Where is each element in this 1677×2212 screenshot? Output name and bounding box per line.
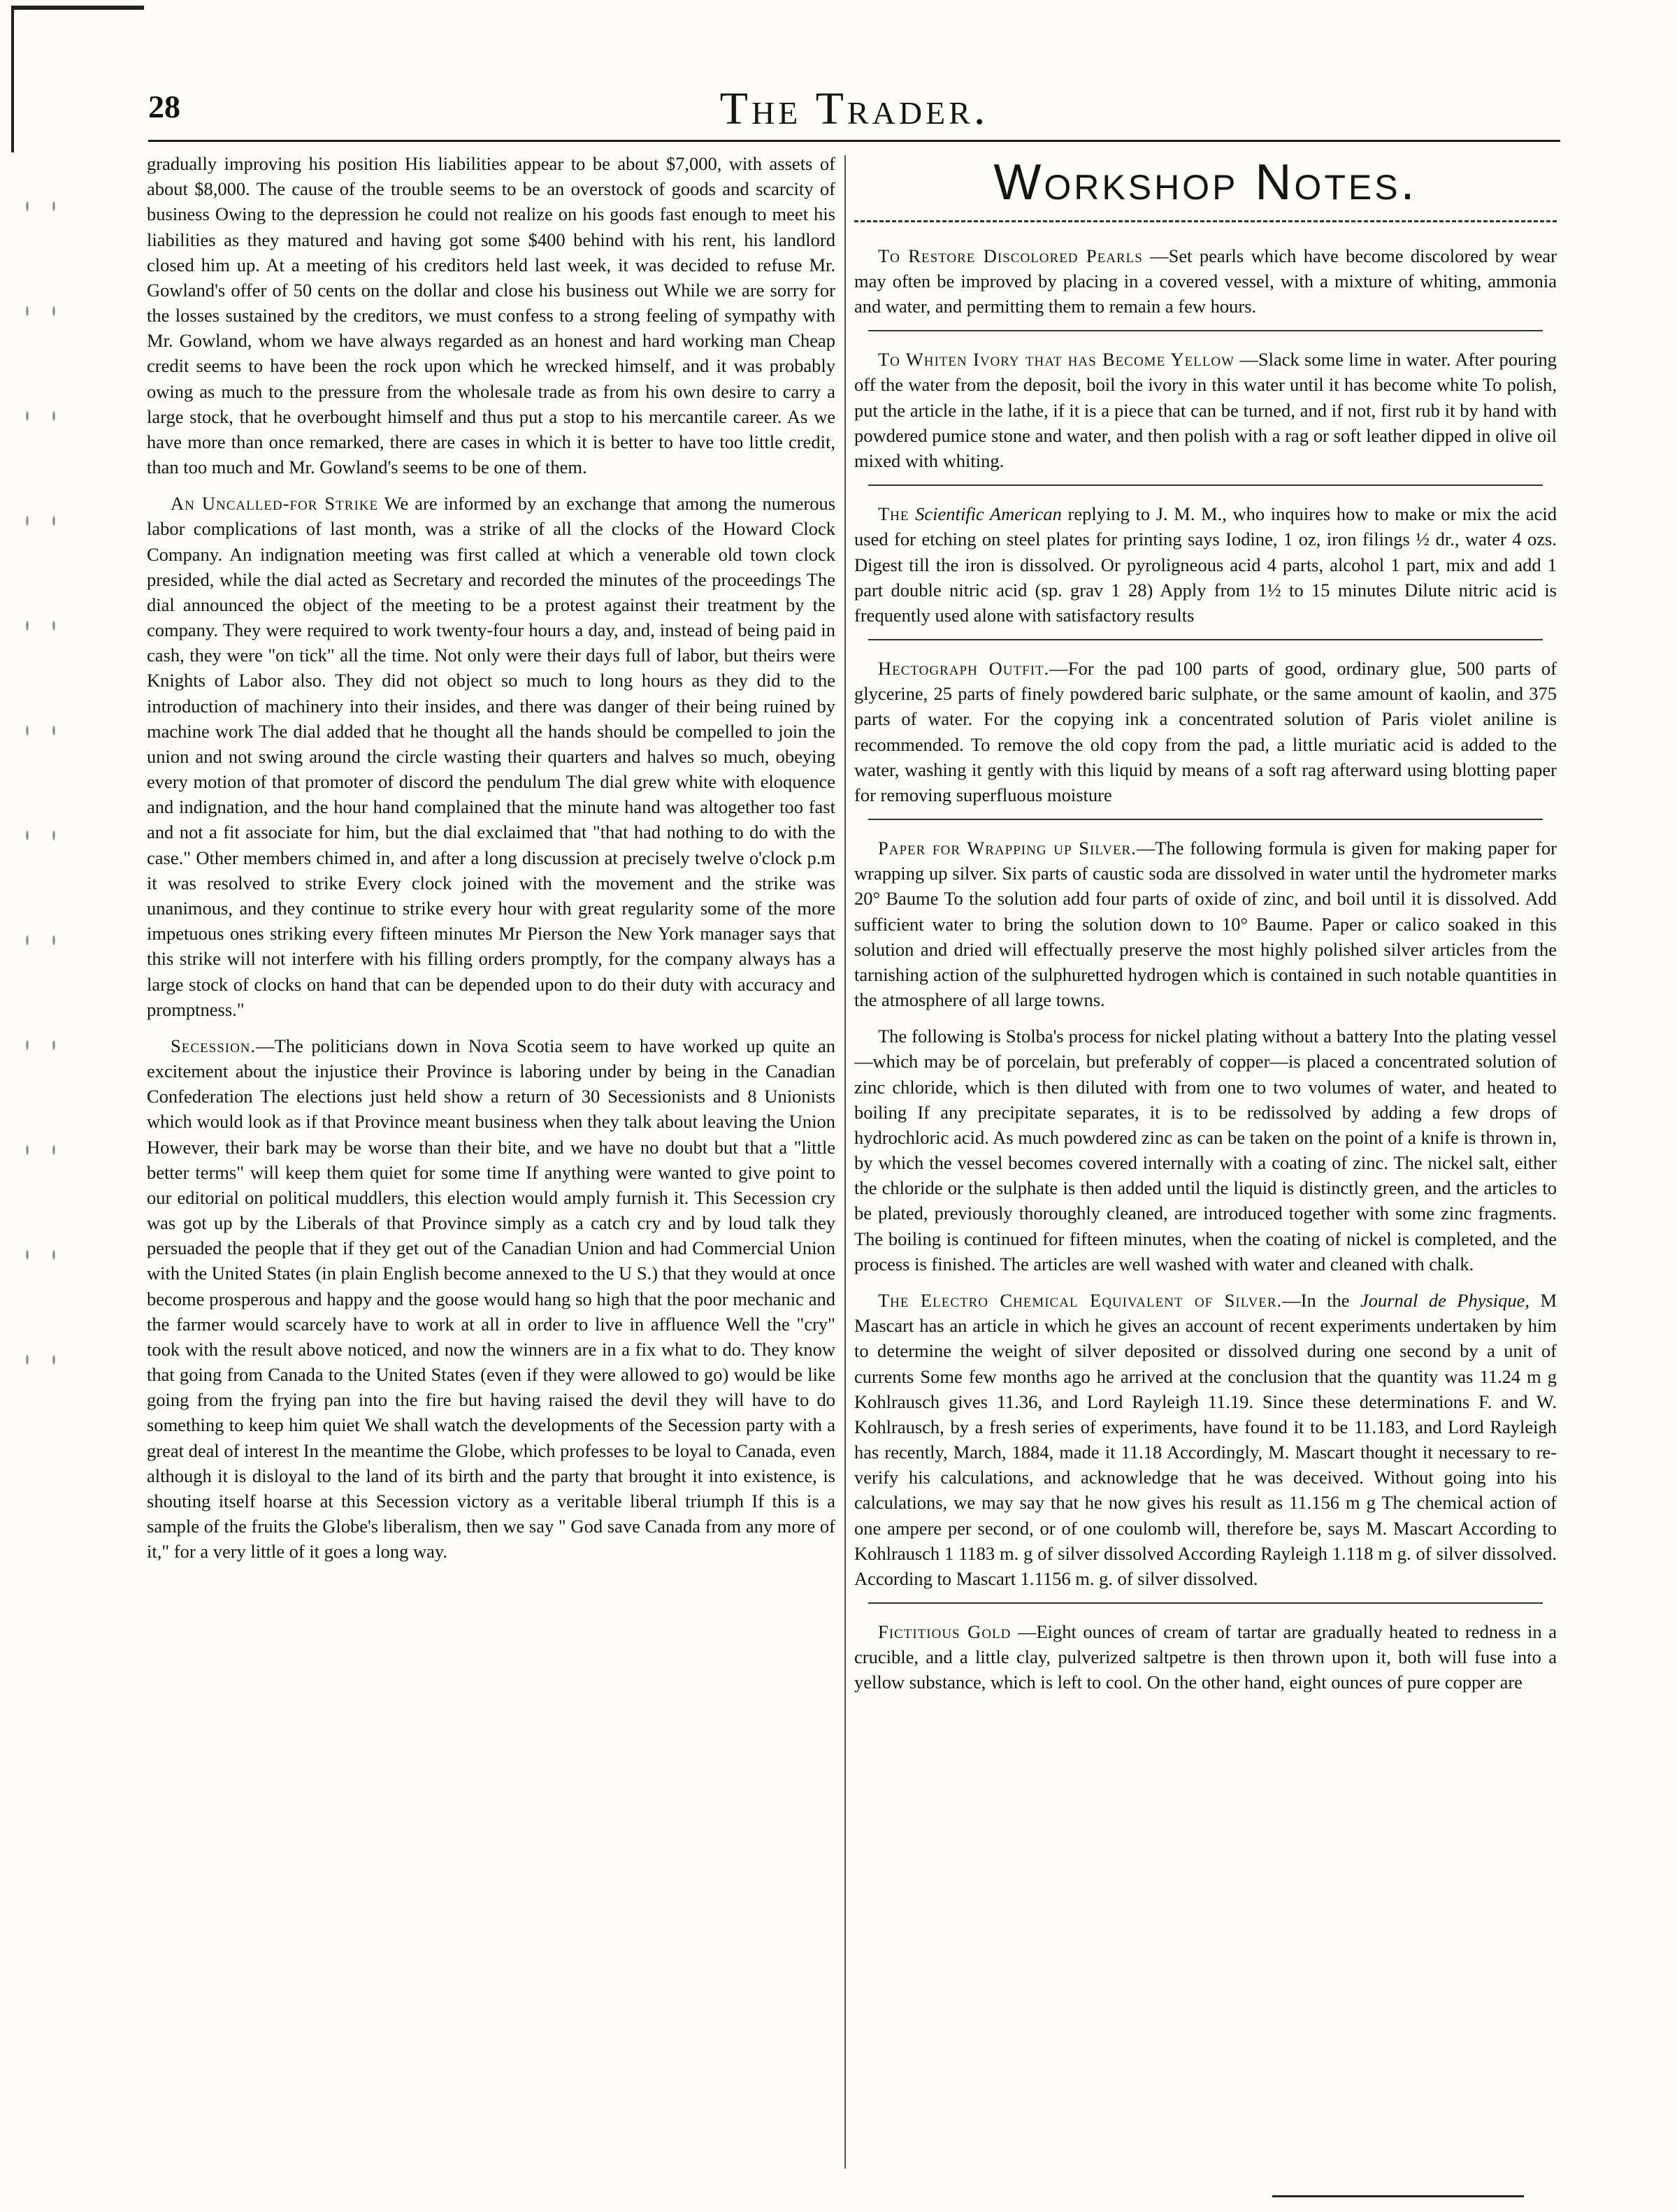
header-rule — [148, 140, 1560, 142]
clock-strike-heading: An Uncalled-for Strike — [171, 493, 379, 515]
journal-name: Scientific American — [915, 503, 1062, 525]
page-header — [148, 82, 1560, 145]
clock-strike-article — [147, 491, 835, 1022]
item-separator — [868, 1602, 1543, 1604]
note-fictitious-gold — [854, 1619, 1557, 1695]
note-electro-chemical — [854, 1288, 1557, 1591]
title-rule — [854, 220, 1557, 222]
note-etching-body: replying to J. M. M., who inquires how to make or mix the acid used for etching on steel plates for printing says Iodine, 1 oz, iron filings ½ dr., water 4 ozs. Digest till the iron is dissolved. Or pyroligneous acid 4 parts, alcohol 1 part, mix and add 1 part double nitric acid (sp. grav 1 28) Apply from 1½ to 15 minutes Dilute nitric acid is frequently used alone with satisfactory results — [854, 503, 1557, 626]
note-silver-paper — [854, 835, 1557, 1012]
page-foot-rule — [1272, 2195, 1524, 2197]
secession-body: —The politicians down in Nova Scotia seem to have worked up quite an excitement about the injustice their Province is laboring under by being in the Canadian Confederation The elections just held show a return of 30 Secessionists and 8 Unionists which would look as if that Province meant business when they talk about leaving the Union However, their bark may be worse than their bite, and we have no doubt but that a "little better terms" will keep them quiet for some time If anything were wanted to give point to our editorial on political muddlers, this election would amply furnish it. This Secession cry was got up by the Liberals of that Province simply as a catch cry and by loud talk they persuaded the people that if they get out of the Canadian Union and had Commercial Union with the United States (in plain English become annexed to the U S.) that they would at once become prosperous and happy and the goose would hang so high that the poor mechanic and the farmer would scarcely have to work at all in order to live in affluence Well the "cry" took with the result above noticed, and now the winners are in a fix what to do. They know that going from Canada to the United States (even if they were allowed to go) would be like going from the frying pan into the fire but having raised the devil they will have to do something to keep him quiet We shall watch the developments of the Secession party with a great deal of interest In the meantime the Globe, which professes to be loyal to Canada, even although it is disloyal to the land of its birth and the party that brought it into existence, is shouting itself hoarse at this Secession victory as a veritable liberal triumph If this is a sample of the fruits the Globe's liberalism, then we say " God save Canada from any more of it," for a very little of it goes a long way. — [147, 1035, 835, 1563]
item-separator — [868, 819, 1543, 820]
note-silver-paper-body: —The following formula is given for making paper for wrapping up silver. Six parts of caustic soda are dissolved in water until the hydrometer marks 20° Baume To the solution add four parts of oxide of zinc, and boil until it is dissolved. Add sufficient water to bring the solution down to 10° Baume. Paper or calico soaked in this solution and dried will effectually preserve the most highly polished silver articles from the tarnishing action of the sulphuretted hydrogen which is contained in such notable quantities in the atmosphere of all large towns. — [854, 838, 1557, 1011]
note-hectograph-body: —For the pad 100 parts of good, ordinary glue, 500 parts of glycerine, 25 parts of finely powdered baric sulphate, or the same amount of kaolin, and 375 parts of water. For the copying ink a concentrated solution of Paris violet aniline is recommended. To remove the old copy from the pad, a little muriatic acid is added to the water, washing it gently with this liquid by means of a soft rag afterward using blotting paper for removing superfluous moisture — [854, 658, 1557, 805]
scan-edge-top — [11, 6, 144, 10]
note-fictitious-gold-heading: Fictitious Gold — [878, 1621, 1012, 1643]
item-separator — [868, 484, 1543, 486]
secession-article — [147, 1033, 835, 1565]
item-separator — [868, 330, 1543, 331]
right-column — [854, 151, 1557, 2178]
left-column — [147, 151, 835, 2178]
note-pearls-heading: To Restore Discolored Pearls — [878, 245, 1143, 266]
note-electro-chemical-heading: The Electro Chemical Equivalent of Silver. — [878, 1289, 1283, 1311]
note-pearls-body: —Set pearls which have become discolored by wear may often be improved by placing in a covered vessel, with a mixture of whiting, ammonia and water, and permitting them to remain a few hours. — [854, 245, 1557, 317]
note-ivory-heading: To Whiten Ivory that has Become Yellow — [878, 349, 1235, 371]
note-hectograph-heading: Hectograph Outfit. — [878, 658, 1050, 680]
page-number: 28 — [148, 89, 180, 124]
note-ivory-body: —Slack some lime in water. After pouring off the water from the deposit, boil the ivory in this water until it has become white To polish, put the article in the lathe, if it is a piece that can be turned, and if not, first rub it by hand with powdered pumice stone and water, and then polish with a rag or soft leather dipped in olive oil mixed with whiting. — [854, 349, 1557, 471]
note-electro-chemical-intro: —In the — [1282, 1289, 1360, 1311]
note-fictitious-gold-body: —Eight ounces of cream of tartar are gradually heated to redness in a crucible, and a little clay, pulverized saltpetre is then thrown upon it, both will fuse into a yellow substance, which is left to cool. On the other hand, eight ounces of pure copper are — [854, 1621, 1557, 1693]
secession-heading: Secession. — [171, 1035, 257, 1056]
note-electro-chemical-body: M Mascart has an article in which he gives an account of recent experiments undertaken by him to determine the weight of silver deposited or dissolved during one second by a unit of currents Some few months ago he arrived at the conclusion that the quantity was 11.24 m g Kohlrausch gives 11.36, and Lord Rayleigh 11.19. Since these determinations F. and W. Kohlrausch, by a fresh series of experiments, have found it to be 11.183, and Lord Rayleigh has recently, March, 1884, made it 11.18 Accordingly, M. Mascart thought it necessary to re-verify his calculations, and acknowledge that he was deceived. Without going into his calculations, we may say that he now gives his result as 11.156 m g The chemical action of one ampere per second, or of one coulomb will, therefore be, says M. Mascart According to Kohlrausch 1 1183 m. g of silver dissolved According Rayleigh 1.118 m g. of silver dissolved. According to Mascart 1.1156 m. g. of silver dissolved. — [854, 1289, 1557, 1589]
masthead-title: The Trader. — [719, 83, 989, 134]
note-etching-heading: The — [878, 503, 909, 525]
journal-name: Journal de Physique, — [1360, 1289, 1530, 1311]
item-separator — [868, 639, 1543, 640]
note-nickel-plating: The following is Stolba's process for nickel plating without a battery Into the plating vessel—which may be of porcelain, but preferably of copper—is placed a concentrated solution of zinc chloride, which is then diluted with from one to two volumes of water, and heated to boiling If any precipitate separates, it is to be redissolved by adding a few drops of hydrochloric acid. As much powdered zinc as can be taken on the point of a knife is thrown in, by which the vessel becomes covered internally with a coating of zinc. The nickel salt, either the chloride or the sulphate is then added until the liquid is distinctly green, and the articles to be plated, previously thoroughly cleaned, are introduced together with some zinc fragments. The boiling is continued for fifteen minutes, when the coating of nickel is completed, and the process is finished. The articles are well washed with water and cleaned with chalk. — [854, 1026, 1557, 1274]
gowland-article: gradually improving his position His liabilities appear to be about $7,000, with assets of about $8,000. The cause of the trouble seems to be an overstock of goods and scarcity of business Owing to the depression he could not realize on his goods fast enough to meet his liabilities as they matured and having got some $400 behind with his rent, his landlord closed him up. At a meeting of his creditors held last week, it was decided to refuse Mr. Gowland's offer of 50 cents on the dollar and close his business out While we are sorry for the losses sustained by the creditors, we must confess to a strong feeling of sympathy with Mr. Gowland, whom we have always regarded as an honest and hard working man Cheap credit seems to have been the rock upon which he wrecked himself, and it was probably owing as much to the pressure from the wholesale trade as from his own desire to carry a large stock, that he overbought himself and thus put a stop to his mercantile career. As we have more than once remarked, there are cases in which it is better to have too little credit, than too much and Mr. Gowland's seems to be one of them. — [147, 153, 835, 478]
clock-strike-body: We are informed by an exchange that among the numerous labor complications of last month, was a strike of all the clocks of the Howard Clock Company. An indignation meeting was first called at which a venerable old town clock presided, while the dial acted as Secretary and recorded the minutes of the proceedings The dial announced the object of the meeting to be a protest against their treatment by the company. They were required to work twenty-four hours a day, and, instead of being paid in cash, they were "on tick" all the time. Not only were their days full of labor, but theirs were Knights of Labor also. They did not object so much to long hours as they did to the introduction of machinery into their insides, and there was danger of their being ruined by machine work The dial added that he thought all the hands should be compelled to join the union and not swing around the circle wasting their quarters and halves so much, obeying every motion of that promoter of discord the pendulum The dial grew white with eloquence and indignation, and the hour hand complained that the minute hand was altogether too fast and not a fit associate for him, but the dial exclaimed that "that had nothing to do with the case." Other members chimed in, and after a long discussion at precisely twelve o'clock p.m it was resolved to strike Every clock joined with the movement and the strike was unanimous, and they continue to strike every hour with great regularity some of the more impetuous ones striking every fifteen minutes Mr Pierson the New York manager says that this strike will not interfere with his filling orders promptly, for the company always has a large stock of clocks on hand that can be depended upon to do their duty with accuracy and promptness." — [147, 493, 835, 1020]
note-ivory — [854, 347, 1557, 473]
note-etching — [854, 501, 1557, 628]
workshop-notes-title: Workshop Notes. — [993, 155, 1418, 210]
column-divider — [844, 155, 846, 2169]
note-silver-paper-heading: Paper for Wrapping up Silver. — [878, 838, 1137, 859]
scan-margin-specks — [14, 154, 63, 1412]
note-pearls — [854, 243, 1557, 319]
scan-edge-left — [11, 6, 14, 152]
note-hectograph — [854, 656, 1557, 807]
